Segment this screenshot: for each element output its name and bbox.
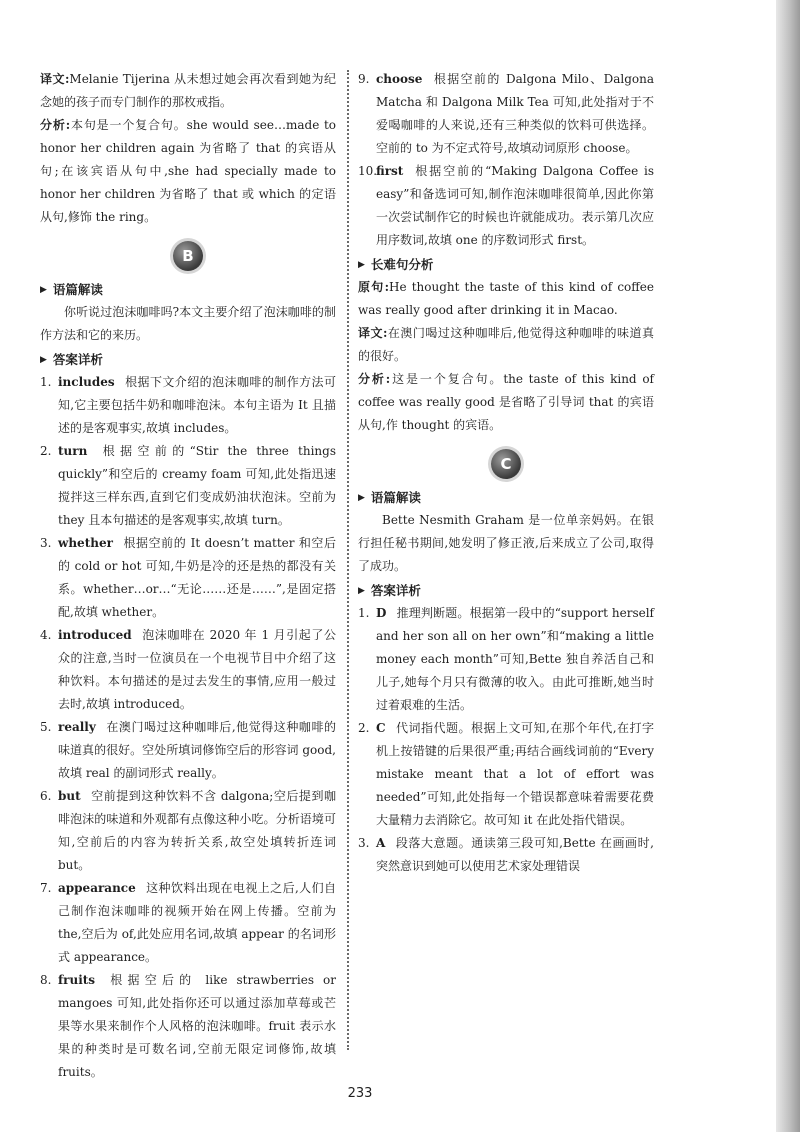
answer-explanation: 根据下文介绍的泡沫咖啡的制作方法可知,它主要包括牛奶和咖啡泡沫。本句主语为 It 且描述的是客观事实,故填 includes。	[58, 375, 336, 435]
left-column	[40, 68, 336, 1084]
answer-word: choose	[376, 72, 423, 86]
answer-explanation: 段落大意题。通读第三段可知,Bette 在画画时,突然意识到她可以使用艺术家处理错误	[376, 836, 654, 873]
answer-body	[376, 68, 654, 160]
answer-body	[58, 532, 336, 624]
answer-body	[376, 717, 654, 832]
long-sentence-heading	[358, 254, 654, 276]
section-b-overview-heading-text: 语篇解读	[52, 282, 103, 297]
answer-body	[58, 624, 336, 716]
answer-word: appearance	[58, 881, 136, 895]
section-c-overview-heading	[358, 487, 654, 509]
answer-word: fruits	[58, 973, 96, 987]
answer-item	[40, 785, 336, 877]
answer-number: 10.	[358, 164, 378, 178]
answer-item	[40, 371, 336, 440]
analysis-text: 本句是一个复合句。she would see…made to honor her children again 为省略了 that 的宾语从句;在该宾语从句中,she had specially made to honor her children 为省略了 that 或 which 的定语从句,修饰 the ring。	[40, 118, 336, 224]
answer-explanation: 根据空前的“Stir the three things quickly”和空后的 creamy foam 可知,此处指迅速搅拌这三样东西,直到它们变成奶油状泡沫。空前为 they 且本句描述的是客观事实,故填 turn。	[58, 444, 336, 527]
answer-item	[358, 160, 654, 252]
arrow-bullet-icon: ▶	[40, 285, 47, 295]
arrow-bullet-icon: ▶	[358, 493, 365, 503]
answer-number: 9.	[358, 72, 370, 86]
answer-item	[358, 832, 654, 878]
answer-body	[58, 785, 336, 877]
answer-word: includes	[58, 375, 115, 389]
arrow-bullet-icon: ▶	[358, 260, 365, 270]
answer-number: 4.	[40, 628, 52, 642]
answer-explanation: 根据空前的 It doesn’t matter 和空后的 cold or hot 可知,牛奶是冷的还是热的都没有关系。whether…or…“无论……还是……”,是固定搭配,故填 whether。	[58, 536, 336, 619]
sentence-translation	[358, 322, 654, 368]
answer-body	[58, 969, 336, 1084]
answer-item	[40, 440, 336, 532]
section-c-answers-heading	[358, 580, 654, 602]
section-b-overview-text: 你听说过泡沫咖啡吗?本文主要介绍了泡沫咖啡的制作方法和它的来历。	[40, 305, 336, 342]
answer-body	[376, 160, 654, 252]
answer-body	[58, 440, 336, 532]
answer-body	[376, 602, 654, 717]
answer-letter: D	[376, 606, 387, 620]
answer-item	[40, 624, 336, 716]
answer-explanation: 代词指代题。根据上文可知,在那个年代,在打字机上按错键的后果很严重;再结合画线词前的“Every mistake meant that a lot of effort was needed”可知,此处指每一个错误都意味着需要花费大量精力去消除它。故可知 it 在此处指代错误。	[376, 721, 654, 827]
answer-word: turn	[58, 444, 88, 458]
translation-label: 译文:	[40, 72, 70, 86]
answer-letter: C	[376, 721, 386, 735]
section-b-badge: B	[173, 241, 203, 271]
sentence-translation-text: 在澳门喝过这种咖啡后,他觉得这种咖啡的味道真的很好。	[358, 326, 654, 363]
sentence-analysis-label: 分析:	[358, 372, 391, 386]
answer-number: 6.	[40, 789, 52, 803]
section-c-overview-text: Bette Nesmith Graham 是一位单亲妈妈。在银行担任秘书期间,她发明了修正液,后来成立了公司,取得了成功。	[358, 513, 654, 573]
arrow-bullet-icon: ▶	[40, 355, 47, 365]
page-edge-shadow	[776, 0, 800, 1132]
analysis-label: 分析:	[40, 118, 71, 132]
answer-number: 7.	[40, 881, 52, 895]
long-sentence-heading-text: 长难句分析	[370, 257, 434, 272]
answer-number: 3.	[358, 836, 370, 850]
answer-word: whether	[58, 536, 113, 550]
sentence-translation-label: 译文:	[358, 326, 388, 340]
answer-word: really	[58, 720, 96, 734]
answer-explanation: 空前提到这种饮料不含 dalgona;空后提到咖啡泡沫的味道和外观都有点像这种小吃。分析语境可知,空前后的内容为转折关系,故空处填转折连词 but。	[58, 789, 336, 872]
answer-explanation: 根据空后的 like strawberries or mangoes 可知,此处指你还可以通过添加草莓或芒果等水果来制作个人风格的泡沫咖啡。fruit 表示水果的种类时是可数名词,空前无限定词修饰,故填 fruits。	[58, 973, 336, 1079]
section-b-overview-heading	[40, 279, 336, 301]
answer-explanation: 推理判断题。根据第一段中的“support herself and her son all on her own”和“making a little money each month”可知,Bette 独自养活自己和儿子,她每个月只有微薄的收入。由此可推断,她当时过着艰难的生活。	[376, 606, 654, 712]
answer-letter: A	[376, 836, 386, 850]
answer-number: 3.	[40, 536, 52, 550]
answer-number: 5.	[40, 720, 52, 734]
original-sentence	[358, 276, 654, 322]
answer-item	[40, 969, 336, 1084]
analysis-paragraph	[40, 114, 336, 229]
answer-explanation: 根据空前的“Making Dalgona Coffee is easy”和备选词可知,制作泡沫咖啡很简单,因此你第一次尝试制作它的时候也许就能成功。表示第几次应用序数词,故填 one 的序数词形式 first。	[376, 164, 654, 247]
answer-explanation: 这种饮料出现在电视上之后,人们自己制作泡沫咖啡的视频开始在网上传播。空前为 the,空后为 of,此处应用名词,故填 appear 的名词形式 appearance。	[58, 881, 336, 964]
answer-number: 2.	[40, 444, 52, 458]
answer-number: 2.	[358, 721, 370, 735]
original-text: He thought the taste of this kind of coffee was really good after drinking it in Macao.	[358, 280, 654, 317]
section-b-answers-heading	[40, 349, 336, 371]
right-column	[358, 68, 654, 878]
answer-word: but	[58, 789, 81, 803]
arrow-bullet-icon: ▶	[358, 586, 365, 596]
section-c-badge: C	[491, 449, 521, 479]
answer-item	[40, 532, 336, 624]
section-c-answers-heading-text: 答案详析	[370, 583, 421, 598]
answer-explanation: 泡沫咖啡在 2020 年 1 月引起了公众的注意,当时一位演员在一个电视节目中介绍了这种饮料。本句描述的是过去发生的事情,应用一般过去时,故填 introduced。	[58, 628, 336, 711]
answer-word: introduced	[58, 628, 132, 642]
answer-body	[58, 371, 336, 440]
page-number: 233	[347, 1086, 373, 1101]
answer-word: first	[376, 164, 404, 178]
answer-number: 1.	[40, 375, 52, 389]
answer-body	[58, 716, 336, 785]
answer-item	[358, 602, 654, 717]
answer-item	[358, 68, 654, 160]
answer-body	[58, 877, 336, 969]
answer-item	[40, 877, 336, 969]
section-b-answers-heading-text: 答案详析	[52, 352, 103, 367]
original-label: 原句:	[358, 280, 390, 294]
sentence-analysis	[358, 368, 654, 437]
sentence-analysis-text: 这是一个复合句。the taste of this kind of coffee was really good 是省略了引导词 that 的宾语从句,作 thought 的宾语。	[358, 372, 654, 432]
section-c-overview-heading-text: 语篇解读	[370, 490, 421, 505]
answer-item	[40, 716, 336, 785]
column-divider	[347, 70, 349, 1050]
answer-item	[358, 717, 654, 832]
answer-body	[376, 832, 654, 878]
answer-number: 1.	[358, 606, 370, 620]
translation-paragraph	[40, 68, 336, 114]
translation-text: Melanie Tijerina 从未想过她会再次看到她为纪念她的孩子而专门制作的那枚戒指。	[40, 72, 336, 109]
answer-explanation: 在澳门喝过这种咖啡后,他觉得这种咖啡的味道真的很好。空处所填词修饰空后的形容词 good,故填 real 的副词形式 really。	[58, 720, 336, 780]
answer-number: 8.	[40, 973, 52, 987]
answer-explanation: 根据空前的 Dalgona Milo、Dalgona Matcha 和 Dalgona Milk Tea 可知,此处指对于不爱喝咖啡的人来说,还有三种类似的饮料可供选择。空前的 to 为不定式符号,故填动词原形 choose。	[376, 72, 654, 155]
